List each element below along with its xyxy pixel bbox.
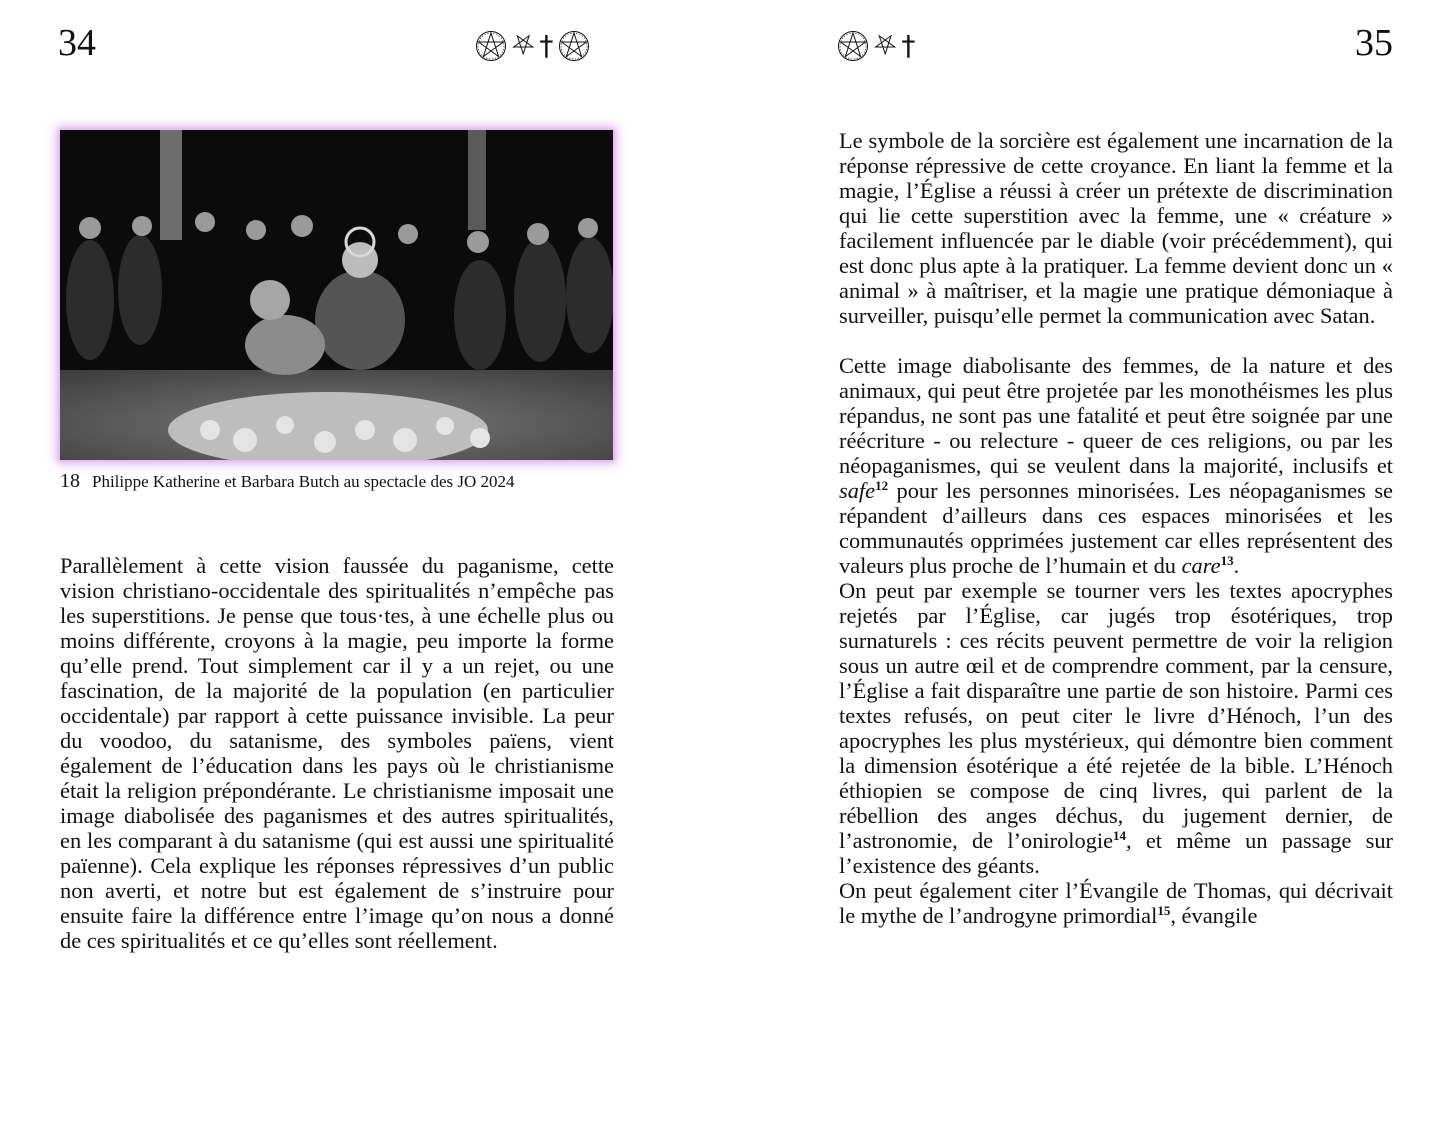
- leviathan-cross-icon: ⛧: [512, 29, 535, 62]
- text-run: , et même un passage sur l’existence des géants.: [839, 828, 1393, 878]
- header-symbols: [837, 30, 915, 62]
- header-symbols: [475, 30, 590, 62]
- footnote-ref[interactable]: 14: [1113, 828, 1127, 843]
- figure-caption: [60, 470, 660, 493]
- paragraph: Parallèlement à cette vision faussée du paganisme, cette vision christiano-occidentale des spiritualités n’empêche pas les superstitions. Je pense que tous·tes, à une échelle plus ou moins différente, croyons à la magie, peu importe la forme qu’elle prend. Tout simplement car il y a un rejet, ou une fascination, de la majorité de la population (en particulier occidentale) par rapport à cette puissance invisible. La peur du voodoo, du satanisme, des symboles païens, vient également de l’éducation dans les pays où le christianisme était la religion prépondérante. Le christianisme imposait une image diabolisée des paganismes et des autres spiritualités, en les comparant à du satanisme (qui est aussi une spiritualité païenne). Cela explique les réponses répressives d’un public non averti, et notre but est également de s’instruire pour ensuite faire la différence entre l’image qu’on nous a donné de ces spiritualités et ce qu’elles sont réellement.: [60, 553, 614, 953]
- caption-text: Philippe Katherine et Barbara Butch au spectacle des JO 2024: [92, 472, 515, 491]
- performance-photo: [60, 130, 613, 460]
- cross-icon: †: [539, 29, 554, 62]
- paragraph: [839, 353, 1393, 578]
- text-run: .: [1233, 553, 1240, 578]
- cross-icon: †: [901, 29, 916, 62]
- footnote-ref[interactable]: 15: [1157, 903, 1171, 918]
- leviathan-cross-icon: ⛧: [874, 29, 897, 62]
- italic-term: care: [1181, 553, 1221, 578]
- footnote-ref[interactable]: 13: [1220, 553, 1234, 568]
- pentagram-icon: [837, 30, 869, 62]
- page-number: 35: [1355, 22, 1393, 64]
- left-page: [0, 0, 726, 1122]
- italic-term: safe: [839, 478, 876, 503]
- pentagram-icon: [475, 30, 507, 62]
- figure-number: 18: [60, 470, 80, 492]
- text-run: , évangile: [1170, 903, 1258, 928]
- body-text: [60, 553, 614, 953]
- text-run: On peut par exemple se tourner vers les textes apocryphes rejetés par l’Église, car jugés trop ésotériques, trop surnaturels : ces récits peuvent permettre de voir la religion sous un autre œil et de comprendre comment, par la censure, l’Église a fait disparaître une partie de son histoire. Parmi ces textes refusés, on peut citer le livre d’Hénoch, l’un des apocryphes les plus mystérieux, qui démontre bien comment la dimension ésotérique a été rejetée de la bible. L’Hénoch éthiopien se compose de cinq livres, qui parlent de la rébellion des anges déchus, du jugement dernier, de l’astronomie, de l’onirologie: [839, 578, 1393, 853]
- footnote-ref[interactable]: 12: [875, 478, 889, 493]
- page-number: 34: [58, 22, 96, 64]
- paragraph: Le symbole de la sorcière est également une incarnation de la réponse répressive de cette croyance. En liant la femme et la magie, l’Église a réussi à créer un prétexte de discrimination qui lie cette superstition avec la femme, une « créature » facilement influencée par le diable (voir précédemment), qui est donc plus apte à la pratiquer. La femme devient donc un « animal » à maîtriser, et la magie une pratique démoniaque à surveiller, puisqu’elle permet la communication avec Satan.: [839, 128, 1393, 328]
- text-run: pour les personnes minorisées. Les néopaganismes se répandent d’ailleurs dans ces espaces minorisées et les communautés opprimées justement car elles représentent des valeurs plus proche de l’humain et du: [839, 478, 1393, 578]
- paragraph: [839, 578, 1393, 878]
- paragraph: [839, 878, 1393, 928]
- figure-photo: [60, 130, 613, 460]
- body-text: [839, 128, 1393, 928]
- right-page: [727, 0, 1453, 1122]
- text-run: Cette image diabolisante des femmes, de la nature et des animaux, qui peut être projetée par les monothéismes les plus répandus, ne sont pas une fatalité et peut être soignée par une réécriture - ou relecture - queer de ces religions, ou par les néopaganismes, qui se veulent dans la majorité, inclusifs et: [839, 353, 1393, 478]
- text-run: On peut également citer l’Évangile de Thomas, qui décrivait le mythe de l’androgyne primordial: [839, 878, 1393, 928]
- pentagram-icon: [558, 30, 590, 62]
